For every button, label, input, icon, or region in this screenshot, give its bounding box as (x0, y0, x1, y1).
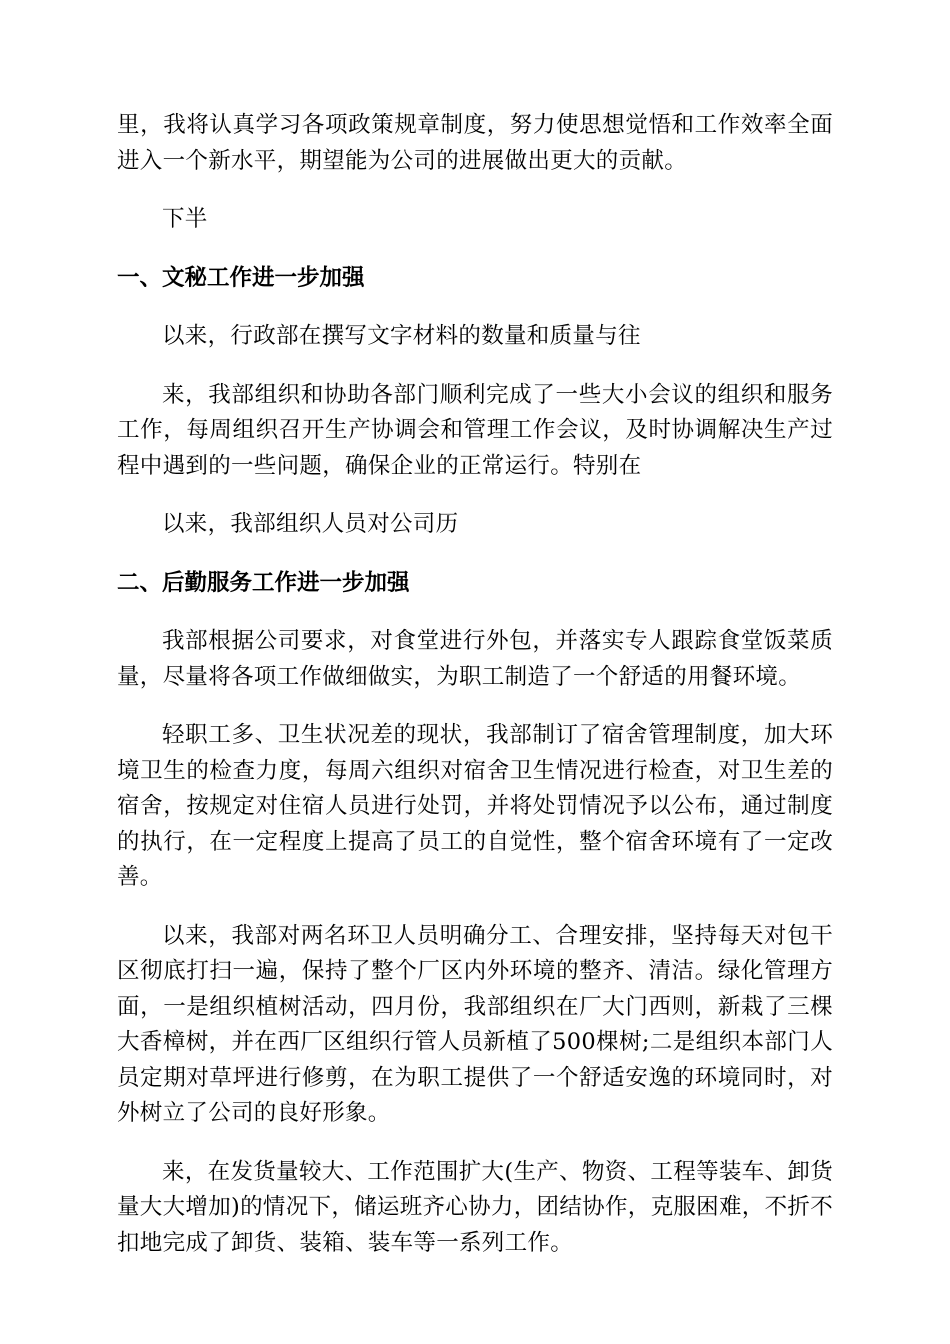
spacer (117, 543, 833, 566)
document-body (117, 108, 833, 1261)
paragraph-6: 我部根据公司要求，对食堂进行外包，并落实专人跟踪食堂饭菜质量，尽量将各项工作做细做实，为职工制造了一个舒适的用餐环境。 (117, 628, 833, 690)
paragraph-8: 以来，我部对两名环卫人员明确分工、合理安排，坚持每天对包干区彻底打扫一遍，保持了整个厂区内外环境的整齐、清洁。绿化管理方面，一是组织植树活动，四月份，我部组织在厂大门西则，新栽了三棵大香樟树，并在西厂区组织行管人员新植了500棵树;二是组织本部门人员定期对草坪进行修剪，在为职工提供了一个舒适安逸的环境同时，对外树立了公司的良好形象。 (117, 922, 833, 1126)
spacer (117, 896, 833, 919)
spacer (117, 601, 833, 624)
paragraph-7: 轻职工多、卫生状况差的现状，我部制订了宿舍管理制度，加大环境卫生的检查力度，每周六组织对宿舍卫生情况进行检查，对卫生差的宿舍，按规定对住宿人员进行处罚，并将处罚情况予以公布，通过制度的执行，在一定程度上提高了员工的自觉性，整个宿舍环境有了一定改善。 (117, 722, 833, 890)
spacer (117, 238, 833, 261)
spacer (117, 484, 833, 507)
paragraph-5: 以来，我部组织人员对公司历 (162, 511, 459, 537)
paragraph-2: 下半 (162, 206, 208, 232)
paragraph-9: 来，在发货量较大、工作范围扩大(生产、物资、工程等装车、卸货量大大增加)的情况下，储运班齐心协力，团结协作，克服困难，不折不扣地完成了卸货、装箱、装车等一系列工作。 (117, 1158, 833, 1256)
paragraph-3: 以来，行政部在撰写文字材料的数量和质量与往 (162, 323, 641, 349)
spacer (117, 355, 833, 378)
spacer (117, 695, 833, 718)
paragraph-1: 里，我将认真学习各项政策规章制度，努力使思想觉悟和工作效率全面进入一个新水平，期望能为公司的进展做出更大的贡献。 (117, 112, 833, 174)
spacer (117, 296, 833, 319)
paragraph-4: 来，我部组织和协助各部门顺利完成了一些大小会议的组织和服务工作，每周组织召开生产协调会和管理工作会议，及时协调解决生产过程中遇到的一些问题，确保企业的正常运行。特别在 (117, 381, 833, 479)
spacer (117, 179, 833, 202)
spacer (117, 1132, 833, 1155)
section-heading-2: 二、后勤服务工作进一步加强 (117, 569, 410, 596)
section-heading-1: 一、文秘工作进一步加强 (117, 264, 365, 291)
